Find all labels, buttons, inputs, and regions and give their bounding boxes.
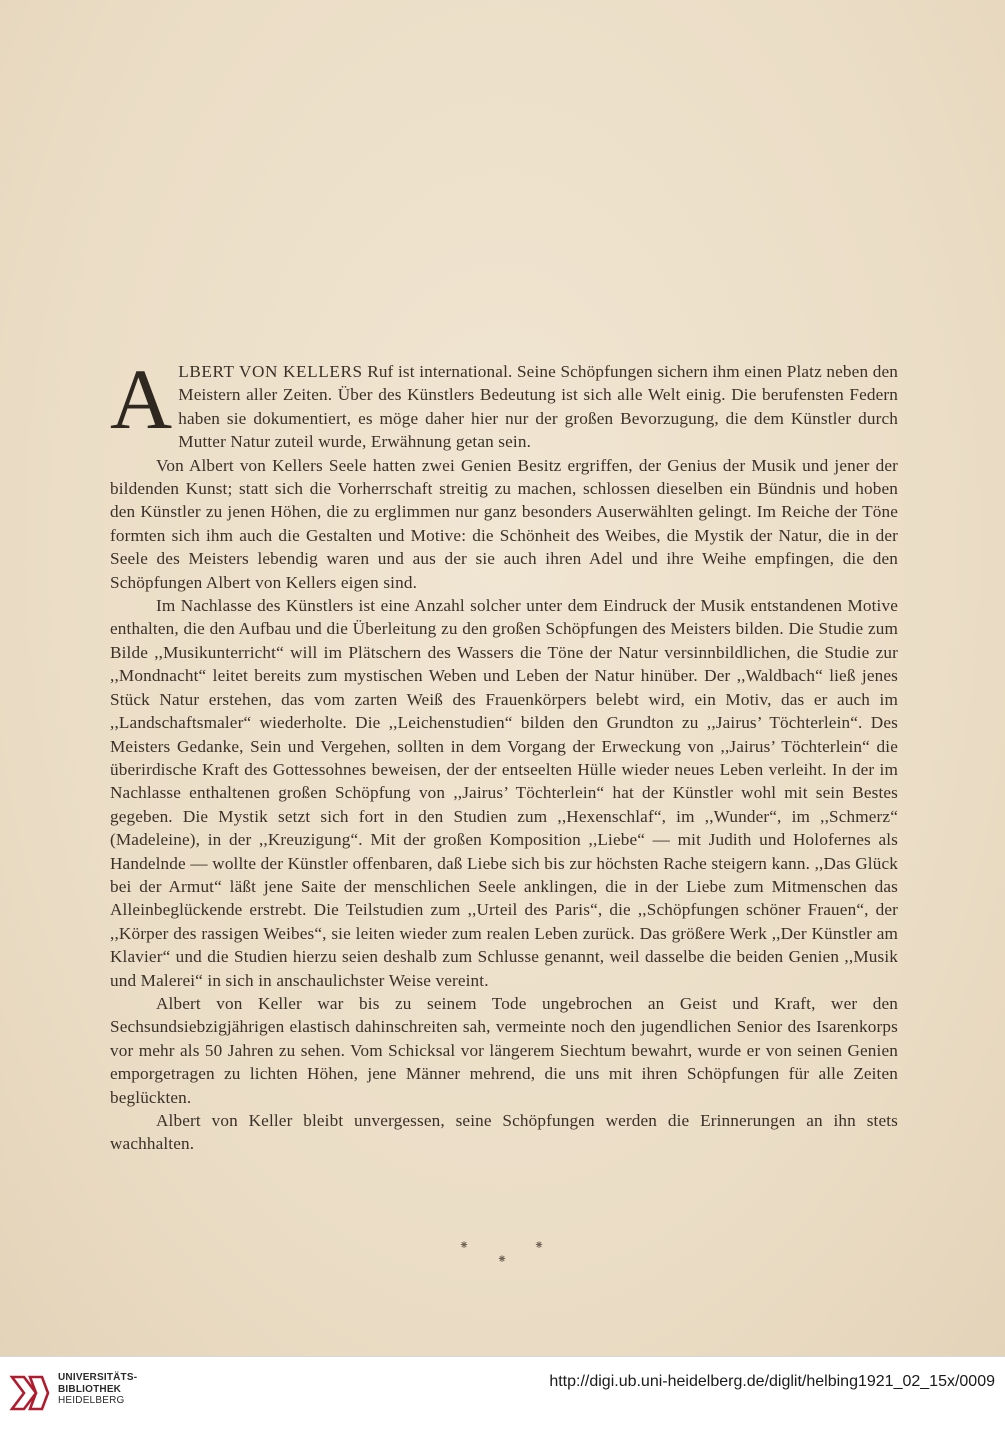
- library-line-1: UNIVERSITÄTS-: [58, 1372, 138, 1383]
- library-line-3: HEIDELBERG: [58, 1395, 125, 1406]
- ornament-star-right: ⁕: [534, 1238, 545, 1252]
- library-name: [58, 1372, 137, 1407]
- drop-cap: A: [110, 351, 173, 447]
- paragraph-4: Albert von Keller war bis zu seinem Tode ungebrochen an Geist und Kraft, wer den Sechsundsiebzigjährigen elastisch dahinschreiten sah, vermeinte noch den jugendlichen Senior des Isarenkorps vor mehr als 50 Jahren zu sehen. Vom Schicksal vor längerem Siechtum bewahrt, wurde er von seinen Genien emporgetragen zu lichten Höhen, jene Männer mehrend, die uns mit ihren Schöpfungen für alle Zeiten beglückten.: [110, 993, 898, 1107]
- paragraph-3: Im Nachlasse des Künstlers ist eine Anzahl solcher unter dem Eindruck der Musik entstandenen Motive enthalten, die den Aufbau und die Überleitung zu den großen Schöpfungen des Meisters bilden. Die Studie zum Bilde ,,Musikunterricht“ will im Plätschern des Wassers die Töne der Natur versinnbildlichen, die Studie zur ,,Mondnacht“ leitet bereits zum mystischen Weben und Leben der Natur hinüber. Der ,,Waldbach“ ließ jenes Stück Natur erstehen, das vom zarten Weiß des Frauenkörpers belebt wird, ein Motiv, das er auch im ,,Landschaftsmaler“ wiederholte. Die ,,Leichenstudien“ bilden den Grundton zu ,,Jairus’ Töchterlein“. Des Meisters Gedanke, Sein und Vergehen, sollten in dem Vorgang der Erweckung von ,,Jairus’ Töchterlein“ die überirdische Kraft des Gottessohnes beweisen, der der entseelten Hülle wieder neues Leben verleiht. In der im Nachlasse enthaltenen großen Schöpfung von ,,Jairus’ Töchterlein“ hat der Künstler wohl mit sein Bestes gegeben. Die Mystik setzt sich fort in den Studien zum ,,Hexenschlaf“, im ,,Wunder“, im ,,Schmerz“ (Madeleine), in der ,,Kreuzigung“. Mit der großen Komposition ,,Liebe“ — mit Judith und Holofernes als Handelnde — wollte der Künstler offenbaren, daß Liebe sich bis zur höchsten Rache steigern kann. ,,Das Glück bei der Armut“ läßt jene Saite der menschlichen Seele anklingen, die in der Liebe zum Mitmenschen das Alleinbeglückende erstrebt. Die Teilstudien zum ,,Urteil des Paris“, die ,,Schöpfungen schöner Frauen“, der ,,Körper des rassigen Weibes“, sie leiten wieder zum realen Leben zurück. Das größere Werk ,,Der Künstler am Klavier“ und die Studien hierzu seien deshalb zum Schlusse genannt, weil dasselbe die beiden Genien ,,Musik und Malerei“ in sich in anschaulichster Weise vereint.: [110, 596, 898, 990]
- ornament-star-left: ⁕: [459, 1238, 470, 1252]
- source-url-link[interactable]: http://digi.ub.uni-heidelberg.de/diglit/helbing1921_02_15x/0009: [549, 1373, 995, 1390]
- paragraph-1-text: Ruf ist international. Seine Schöpfungen sichern ihm einen Platz neben den Meistern aller Zeiten. Über des Künstlers Bedeutung ist sich alle Welt einig. Die berufensten Federn haben sie dokumentiert, es möge daher hier nur der großen Bevorzugung, die dem Künstler durch Mutter Natur zuteil wurde, Erwähnung getan sein.: [178, 362, 898, 452]
- article-body: [110, 351, 898, 1156]
- library-line-2: BIBLIOTHEK: [58, 1383, 122, 1395]
- paragraph-5: Albert von Keller bleibt unvergessen, seine Schöpfungen werden die Erinnerungen an ihn stets wachhalten.: [110, 1111, 898, 1154]
- footer-bar: [0, 1356, 1005, 1431]
- university-logo-icon: [8, 1371, 52, 1417]
- paragraph-1: [110, 351, 898, 454]
- lead-in: LBERT VON KELLERS: [178, 362, 363, 381]
- ornament-star-bottom: ⁕: [497, 1252, 508, 1266]
- paragraph-2: Von Albert von Kellers Seele hatten zwei Genien Besitz ergriffen, der Genius der Musik und jener der bildenden Kunst; statt sich die Vorherrschaft streitig zu machen, schlossen dieselben ein Bündnis und hoben den Künstler zu jenen Höhen, die zu erglimmen nur ganz besonders Auserwählten gelingt. Im Reiche der Töne formten sich ihm auch die Gestalten und Motive: die Schönheit des Weibes, die Mystik der Natur, die in der Seele des Meisters lebendig waren und aus der sie auch ihren Adel und ihre Weihe empfingen, die den Schöpfungen Albert von Kellers eigen sind.: [110, 455, 898, 592]
